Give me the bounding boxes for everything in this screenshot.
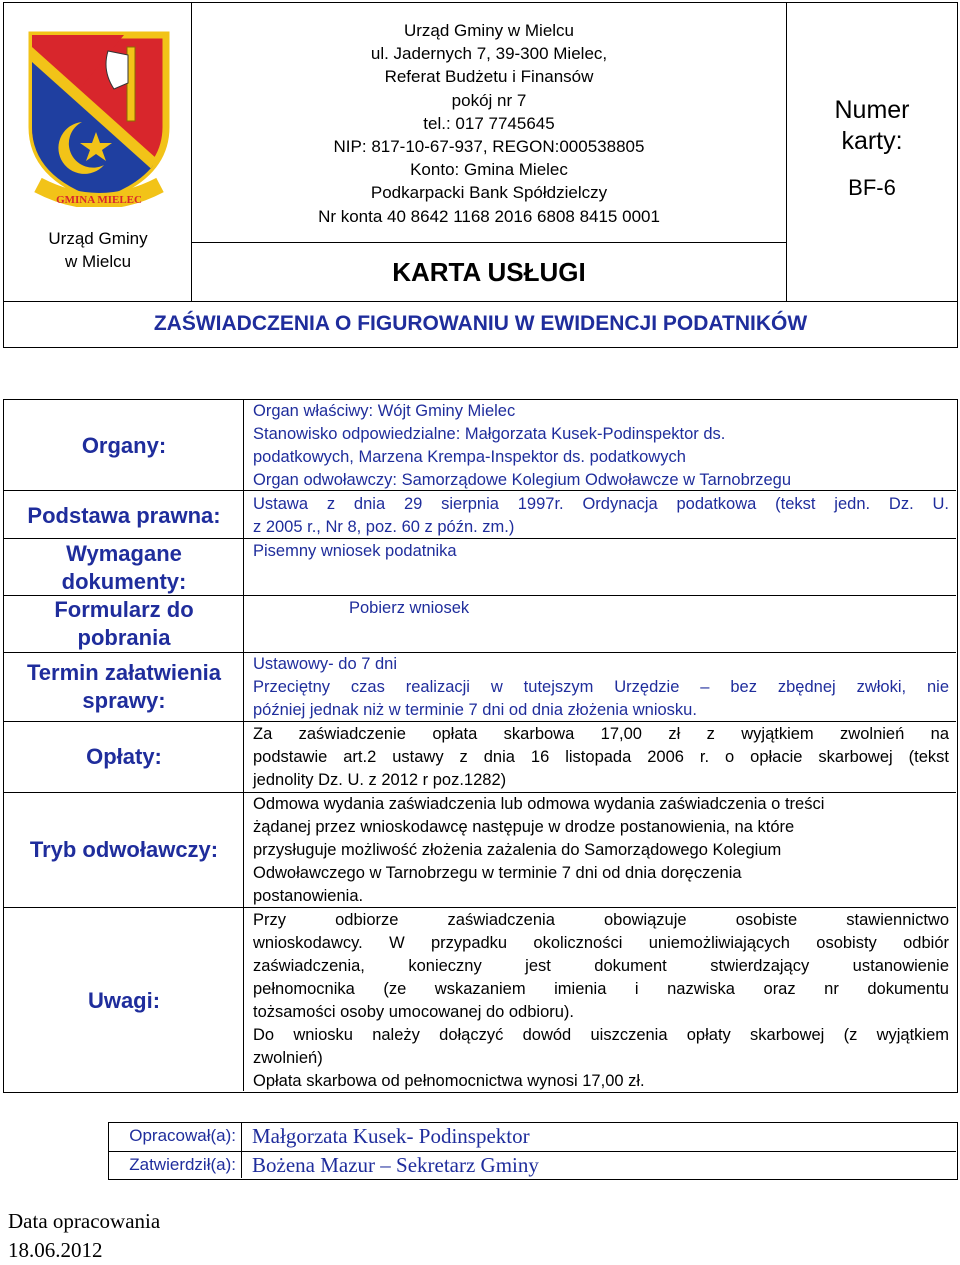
logo-cell xyxy=(4,3,192,301)
address-line: Konto: Gmina Mielec xyxy=(410,160,568,180)
label-formularz xyxy=(4,596,244,652)
label-termin-line-2: sprawy: xyxy=(82,688,166,713)
row-divider xyxy=(244,490,956,491)
preparation-date-label: Data opracowania xyxy=(8,1209,161,1233)
label-formularz-line-2: pobrania xyxy=(77,625,171,650)
row-divider xyxy=(244,721,956,722)
value-tryb-odwolawczy xyxy=(253,793,949,908)
label-uwagi: Uwagi: xyxy=(87,988,161,1013)
address-line: NIP: 817-10-67-937, REGON:000538805 xyxy=(333,137,645,157)
value-termin-line: Przeciętny czas realizacji w tutejszym Urzędzie – bez zbędnej zwłoki, nie xyxy=(253,678,949,696)
card-number-label-line-1: Numer xyxy=(834,96,910,124)
doc-title: KARTA USŁUGI xyxy=(392,257,586,287)
value-tryb-line: postanowienia. xyxy=(253,887,364,905)
service-details-table xyxy=(3,399,958,1093)
value-wymagane-dokumenty: Pisemny wniosek podatnika xyxy=(253,542,457,560)
value-organy xyxy=(253,400,949,492)
card-number-value: BF-6 xyxy=(848,175,896,200)
row-divider xyxy=(4,721,243,722)
address-line: tel.: 017 7745645 xyxy=(423,113,555,133)
value-uwagi-line: Do wniosku należy dołączyć dowód uiszczenia opłaty skarbowej (z wyjątkiem xyxy=(253,1026,949,1044)
value-oplaty-line: Za zaświadczenie opłata skarbowa 17,00 zł z wyjątkiem zwolnień na xyxy=(253,725,949,743)
value-tryb-line: przysługuje możliwość złożenia zażalenia do Samorządowego Kolegium xyxy=(253,841,782,859)
value-podstawa-prawna xyxy=(253,493,949,539)
preparation-date xyxy=(8,1207,160,1265)
address-line: pokój nr 7 xyxy=(451,90,527,110)
row-divider xyxy=(4,490,243,491)
approved-by-label: Zatwierdził(a): xyxy=(129,1155,236,1174)
label-wymagane-line-1: Wymagane xyxy=(66,541,182,566)
subject-title: ZAŚWIADCZENIA O FIGUROWANIU W EWIDENCJI PODATNIKÓW xyxy=(153,312,808,335)
label-termin xyxy=(4,659,244,715)
subject-row xyxy=(4,301,957,347)
row-divider xyxy=(4,652,243,653)
label-podstawa-prawna: Podstawa prawna: xyxy=(27,503,221,528)
logo-caption-line-2: w Mielcu xyxy=(64,252,132,271)
label-wymagane-line-2: dokumenty: xyxy=(61,569,187,594)
row-divider xyxy=(244,907,956,908)
address-line: Urząd Gminy w Mielcu xyxy=(403,21,575,40)
value-uwagi-line: zwolnień) xyxy=(253,1049,323,1067)
value-oplaty xyxy=(253,723,949,792)
card-number-label-line-2: karty: xyxy=(841,127,903,155)
value-organy-line: Organ odwoławczy: Samorządowe Kolegium Odwoławcze w Tarnobrzegu xyxy=(253,471,792,489)
value-uwagi-line: Opłata skarbowa od pełnomocnictwa wynosi 17,00 zł. xyxy=(253,1072,645,1090)
doc-title-cell xyxy=(192,243,787,301)
prepared-by-label: Opracował(a): xyxy=(129,1126,236,1145)
logo-caption xyxy=(4,227,192,273)
label-formularz-line-1: Formularz do xyxy=(54,597,194,622)
label-wymagane-dokumenty xyxy=(4,540,244,596)
row-divider xyxy=(4,792,243,793)
label-tryb-odwolawczy: Tryb odwoławczy: xyxy=(29,837,219,862)
address-block xyxy=(192,3,786,228)
value-oplaty-line: podstawie art.2 ustawy z dnia 16 listopada 2006 r. o opłacie skarbowej (tekst xyxy=(253,748,949,766)
address-line: ul. Jadernych 7, 39-300 Mielec, xyxy=(370,44,608,64)
value-organy-line: Stanowisko odpowiedzialne: Małgorzata Kusek-Podinspektor ds. xyxy=(253,425,726,443)
address-line: Nr konta 40 8642 1168 2016 6808 8415 0001 xyxy=(318,206,660,226)
row-divider xyxy=(4,538,243,539)
value-uwagi xyxy=(253,909,949,1093)
address-line: Podkarpacki Bank Spółdzielczy xyxy=(370,183,608,203)
value-oplaty-line: jednolity Dz. U. z 2012 r poz.1282) xyxy=(253,771,507,789)
address-line: Referat Budżetu i Finansów xyxy=(384,67,594,87)
download-form-link[interactable]: Pobierz wniosek xyxy=(349,599,470,617)
value-uwagi-line: Przy odbiorze zaświadczenia obowiązuje osobiste stawiennictwo xyxy=(253,911,949,929)
value-termin-line: później jednak niż w terminie 7 dni od dnia złożenia wniosku. xyxy=(253,701,697,719)
row-divider xyxy=(244,538,956,539)
row-divider xyxy=(244,595,956,596)
label-organy: Organy: xyxy=(81,433,167,458)
row-divider xyxy=(109,1151,956,1152)
prepared-by-value: Małgorzata Kusek- Podinspektor xyxy=(252,1124,530,1148)
card-number-label xyxy=(787,95,957,157)
value-tryb-line: żądanej przez wnioskodawcę następuje w drodze postanowienia, na które xyxy=(253,818,795,836)
approved-by-value: Bożena Mazur – Sekretarz Gminy xyxy=(252,1153,539,1177)
value-termin-line: Ustawowy- do 7 dni xyxy=(253,655,397,673)
label-termin-line-1: Termin załatwienia xyxy=(27,660,221,685)
card-number-cell xyxy=(787,3,957,301)
value-podstawa-line: z 2005 r., Nr 8, poz. 60 z późn. zm.) xyxy=(253,518,515,536)
value-tryb-line: Odwoławczego w Tarnobrzegu w terminie 7 dni od dnia doręczenia xyxy=(253,864,742,882)
value-termin xyxy=(253,653,949,722)
value-uwagi-line: zaświadczenia, konieczny jest dokument stwierdzający ustanowienie xyxy=(253,957,949,975)
value-tryb-line: Odmowa wydania zaświadczenia lub odmowa wydania zaświadczenia o treści xyxy=(253,795,825,813)
coat-of-arms-text: GMINA MIELEC xyxy=(56,194,142,206)
value-podstawa-line: Ustawa z dnia 29 sierpnia 1997r. Ordynacja podatkowa (tekst jedn. Dz. U. xyxy=(253,495,949,513)
coat-of-arms-logo xyxy=(24,27,174,207)
labels-column xyxy=(4,400,244,1091)
value-uwagi-line: tożsamości osoby umocowanej do odbioru). xyxy=(253,1003,575,1021)
signatures-table xyxy=(108,1122,958,1180)
value-organy-line: podatkowych, Marzena Krempa-Inspektor ds. podatkowych xyxy=(253,448,686,466)
value-uwagi-line: wnioskodawcy. W przypadku okoliczności uniemożliwiających osobisty odbiór xyxy=(253,934,949,952)
logo-caption-line-1: Urząd Gminy xyxy=(48,229,148,248)
address-cell xyxy=(192,3,787,243)
value-organy-line: Organ właściwy: Wójt Gminy Mielec xyxy=(253,402,516,420)
preparation-date-value: 18.06.2012 xyxy=(8,1238,103,1262)
label-oplaty: Opłaty: xyxy=(86,744,162,769)
values-column xyxy=(244,400,956,1091)
value-uwagi-line: pełnomocnika (ze wskazaniem imienia i nazwiska oraz nr dokumentu xyxy=(253,980,949,998)
header-table xyxy=(3,2,958,348)
row-divider xyxy=(4,907,243,908)
